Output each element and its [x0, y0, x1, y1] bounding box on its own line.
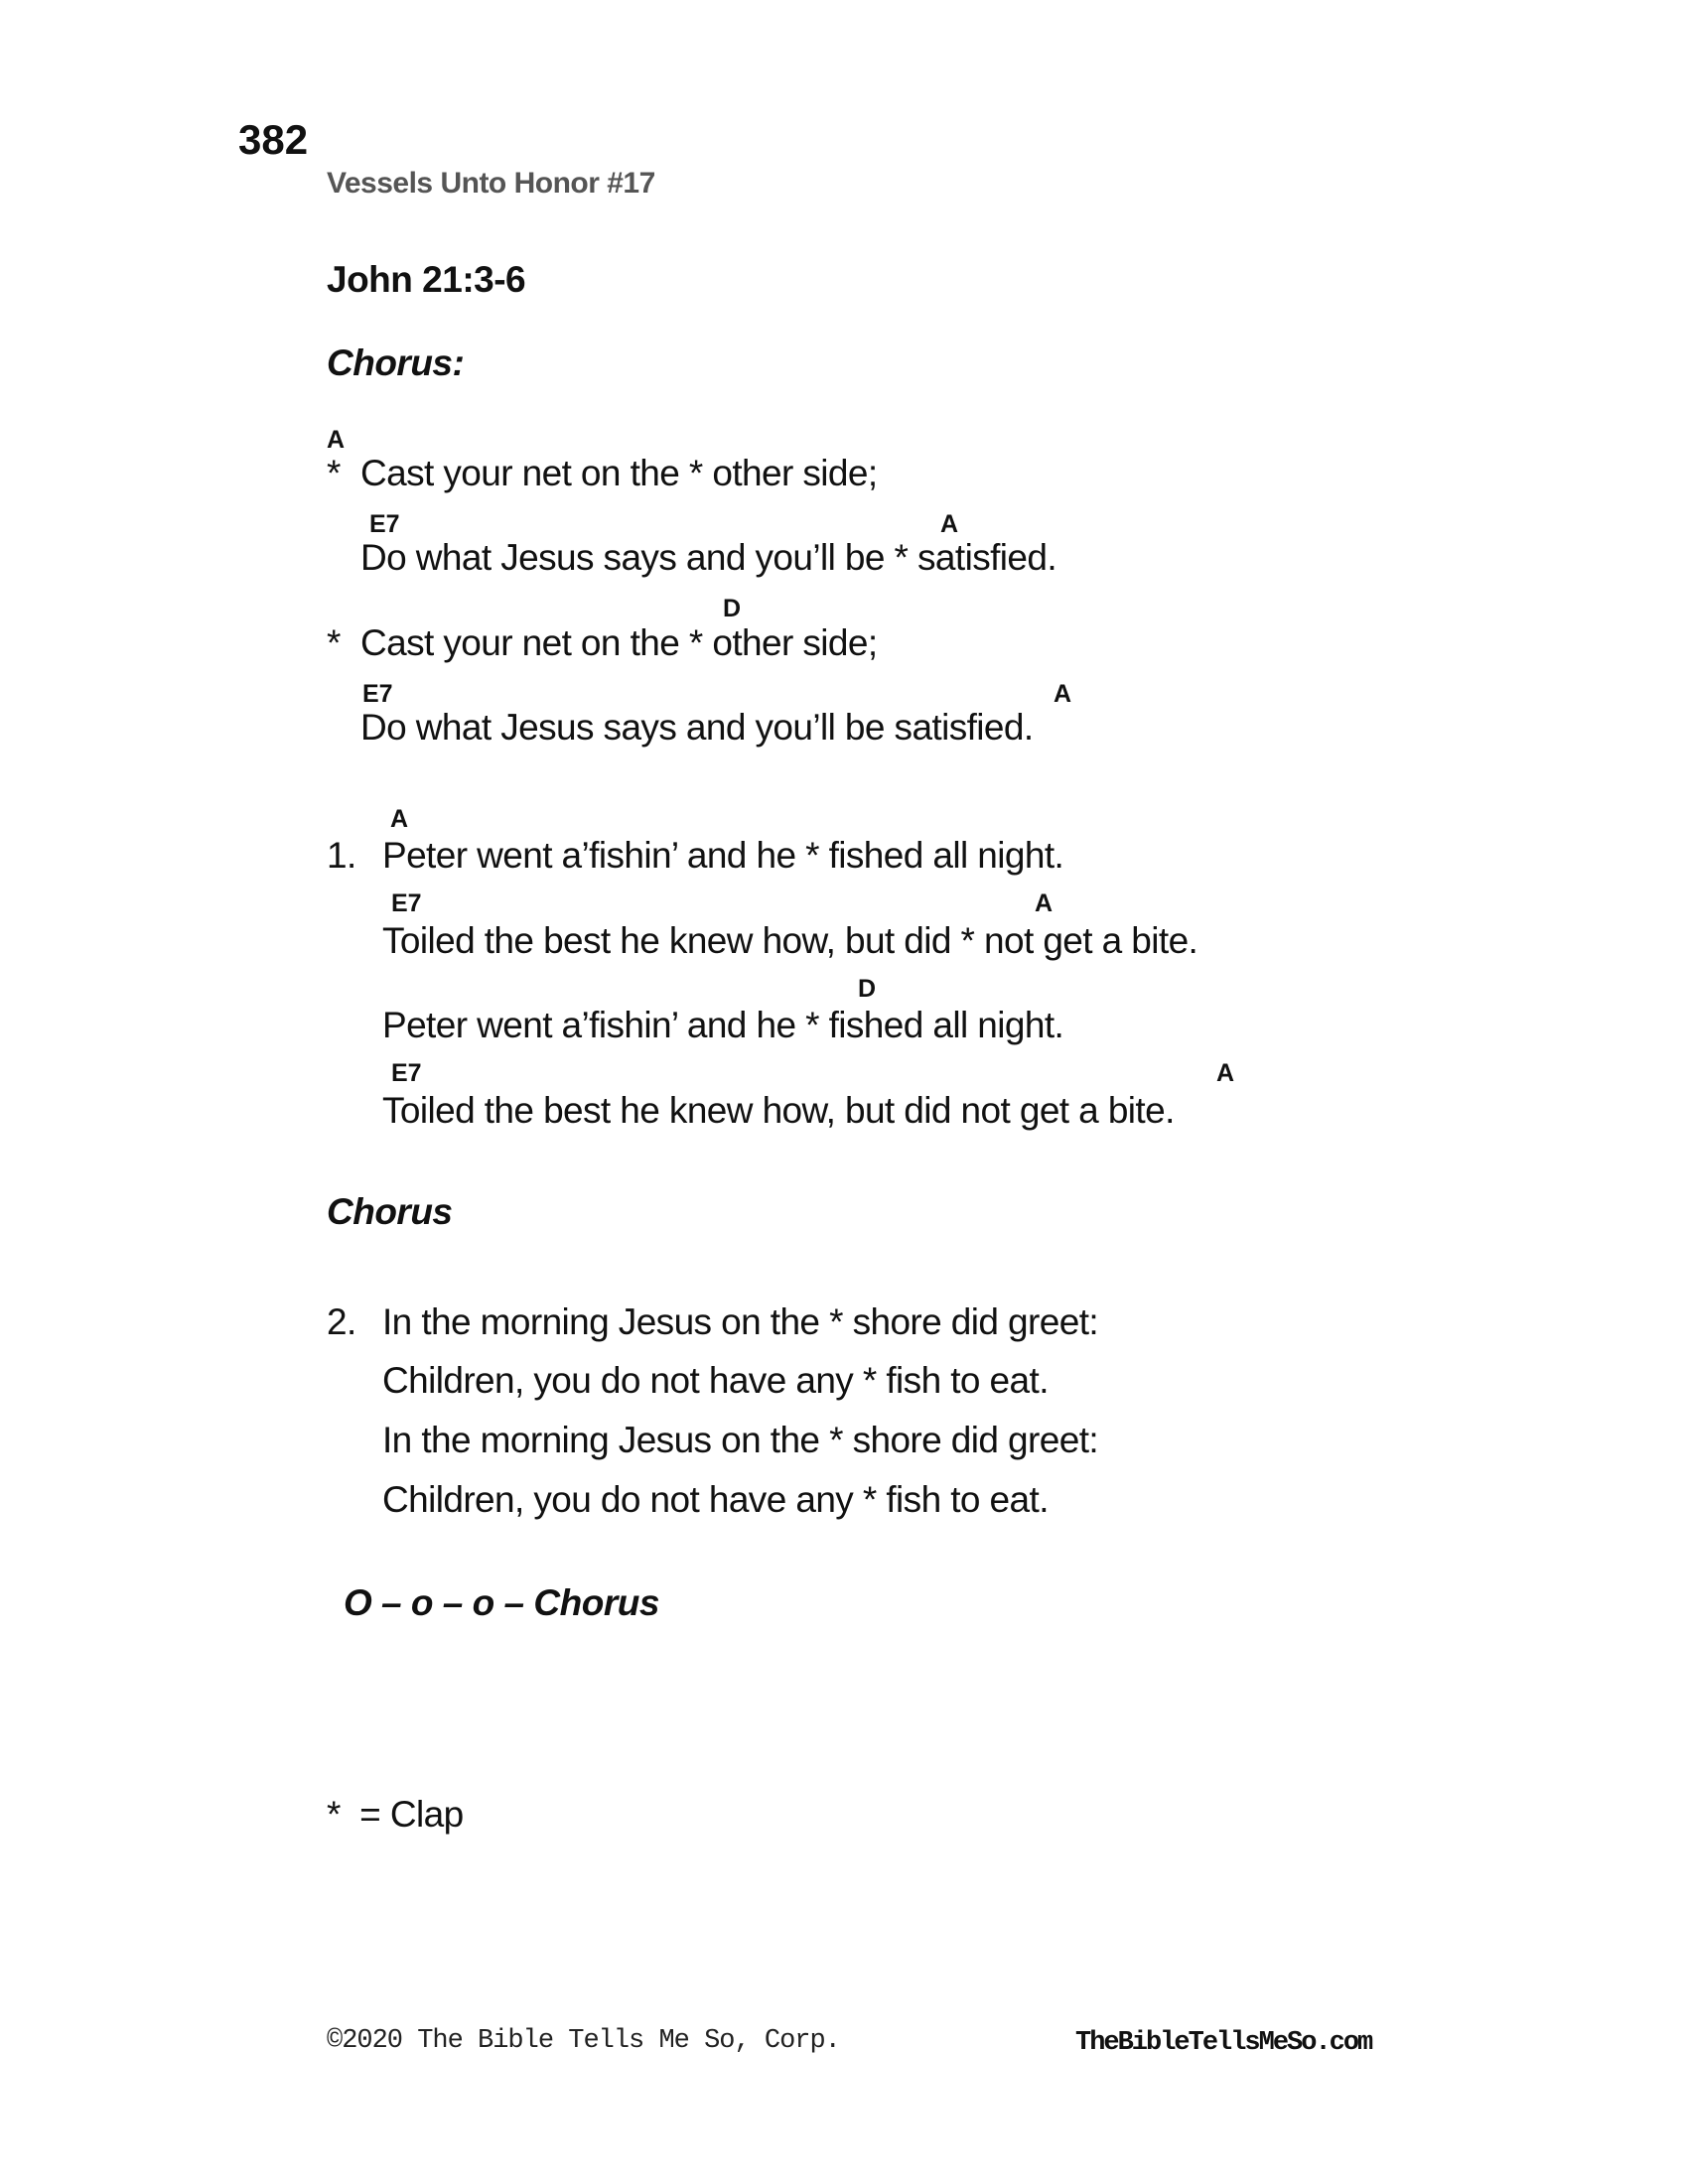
lyric-line: Peter went a’fishin’ and he * fished all night.	[382, 1005, 1064, 1045]
website-link[interactable]: TheBibleTellsMeSo.com	[1075, 2028, 1372, 2058]
clap-marker: *	[327, 622, 341, 663]
lyric-line: In the morning Jesus on the * shore did greet:	[382, 1420, 1099, 1460]
chord: A	[1054, 680, 1072, 708]
verse-number: 2.	[327, 1301, 356, 1342]
lyric-line: In the morning Jesus on the * shore did greet:	[382, 1301, 1099, 1342]
chord: D	[858, 975, 877, 1003]
chord: E7	[362, 680, 393, 708]
chord: A	[390, 805, 409, 833]
clap-marker: *	[327, 453, 341, 493]
chord: A	[940, 510, 959, 538]
lyric-line: Do what Jesus says and you’ll be * satisfied.	[360, 537, 1057, 578]
lyric-line: Children, you do not have any * fish to eat.	[382, 1479, 1049, 1520]
lyric-line: Cast your net on the * other side;	[360, 453, 878, 493]
chord: A	[327, 426, 346, 454]
scripture-reference: John 21:3-6	[327, 259, 526, 300]
chord: A	[1216, 1059, 1235, 1087]
chord: D	[723, 595, 742, 622]
chord: A	[1035, 889, 1054, 917]
copyright: ©2020 The Bible Tells Me So, Corp.	[327, 2026, 840, 2056]
chorus-heading: Chorus:	[327, 342, 465, 383]
lyric-line: Cast your net on the * other side;	[360, 622, 878, 663]
clap-legend: * = Clap	[327, 1794, 464, 1835]
ending-label: O – o – o – Chorus	[344, 1582, 659, 1623]
chord: E7	[369, 510, 400, 538]
lyric-line: Toiled the best he knew how, but did * not get a bite.	[382, 920, 1198, 961]
chord: E7	[391, 889, 422, 917]
chorus-repeat-label: Chorus	[327, 1191, 453, 1232]
lyric-line: Peter went a’fishin’ and he * fished all night.	[382, 835, 1064, 876]
chord: E7	[391, 1059, 422, 1087]
lyric-line: Do what Jesus says and you’ll be satisfied.	[360, 707, 1034, 748]
lyric-line: Toiled the best he knew how, but did not get a bite.	[382, 1090, 1175, 1131]
verse-number: 1.	[327, 835, 356, 876]
page-number: 382	[238, 116, 309, 163]
collection-title: Vessels Unto Honor #17	[327, 167, 655, 200]
lyric-line: Children, you do not have any * fish to eat.	[382, 1360, 1049, 1401]
